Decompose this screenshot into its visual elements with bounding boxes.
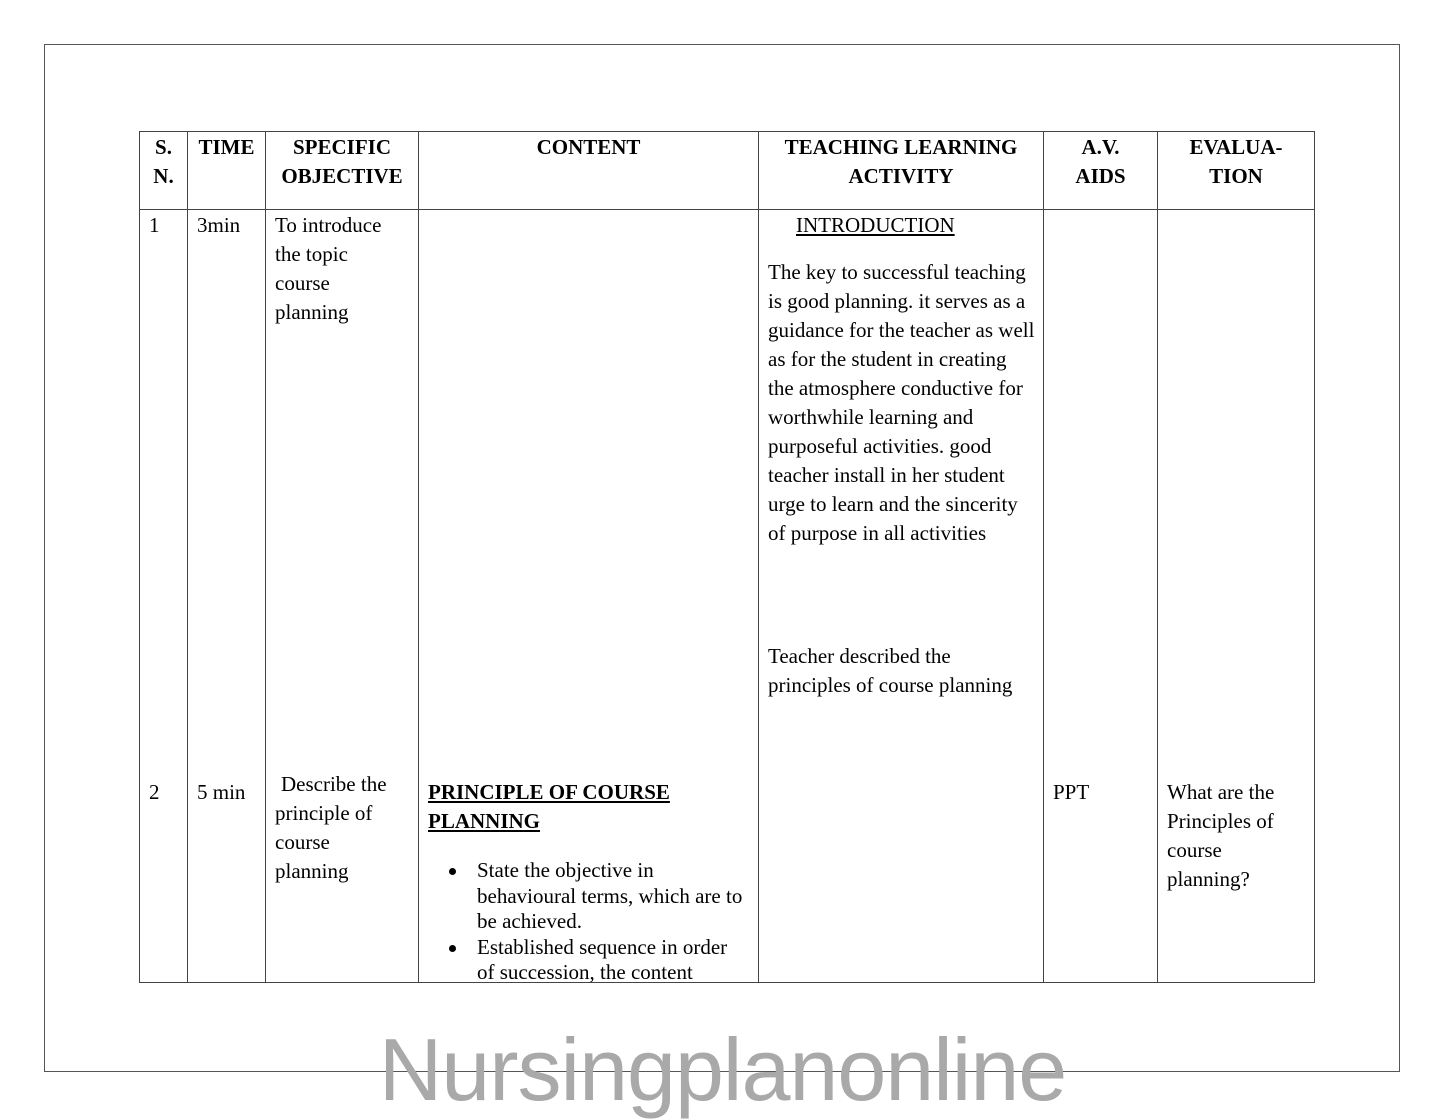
header-time: TIME [188, 132, 266, 210]
row2-evaluation: What are the Principles of course planning? [1167, 780, 1275, 891]
list-item: State the objective in behavioural terms, which are to be achieved. [428, 858, 748, 935]
header-objective: SPECIFIC OBJECTIVE [266, 132, 419, 210]
row1-objective: To introduce the topic course planning [275, 213, 382, 324]
content-heading: PRINCIPLE OF COURSE PLANNING [428, 780, 670, 833]
content-points [428, 858, 748, 986]
header-content: CONTENT [419, 132, 759, 210]
header-evaluation: EVALUA-TION [1158, 132, 1315, 210]
row2-av-aids: PPT [1053, 780, 1090, 804]
row2-sn: 2 [149, 780, 160, 804]
cell-activity [759, 210, 1044, 983]
header-activity: TEACHING LEARNING ACTIVITY [759, 132, 1044, 210]
cell-time [188, 210, 266, 983]
cell-av-aids [1044, 210, 1158, 983]
watermark: Nursingplanonline [378, 1020, 1067, 1119]
row1-time: 3min [197, 213, 241, 237]
row2-objective: Describe the principle of course planning [275, 772, 387, 883]
cell-sn [140, 210, 188, 983]
row1-sn: 1 [149, 213, 160, 237]
header-av-aids: A.V. AIDS [1044, 132, 1158, 210]
list-item: Established sequence in order of succession, the content [428, 935, 748, 986]
table-row [140, 210, 1315, 983]
cell-objective [266, 210, 419, 983]
row2-time: 5 min [197, 780, 246, 804]
activity-text-2: Teacher described the principles of course planning [768, 644, 1013, 697]
header-row [140, 132, 1315, 210]
cell-evaluation [1158, 210, 1315, 983]
lesson-plan-table [139, 131, 1315, 983]
header-sn: S. N. [140, 132, 188, 210]
activity-text: The key to successful teaching is good planning. it serves as a guidance for the teacher as well as for the student in creating the atmosphere conductive for worthwhile learning and purposeful activities. good teacher install in her student urge to learn and the sincerity of purpose in all activities [768, 260, 1035, 545]
cell-content [419, 210, 759, 983]
activity-heading: INTRODUCTION [796, 213, 955, 237]
